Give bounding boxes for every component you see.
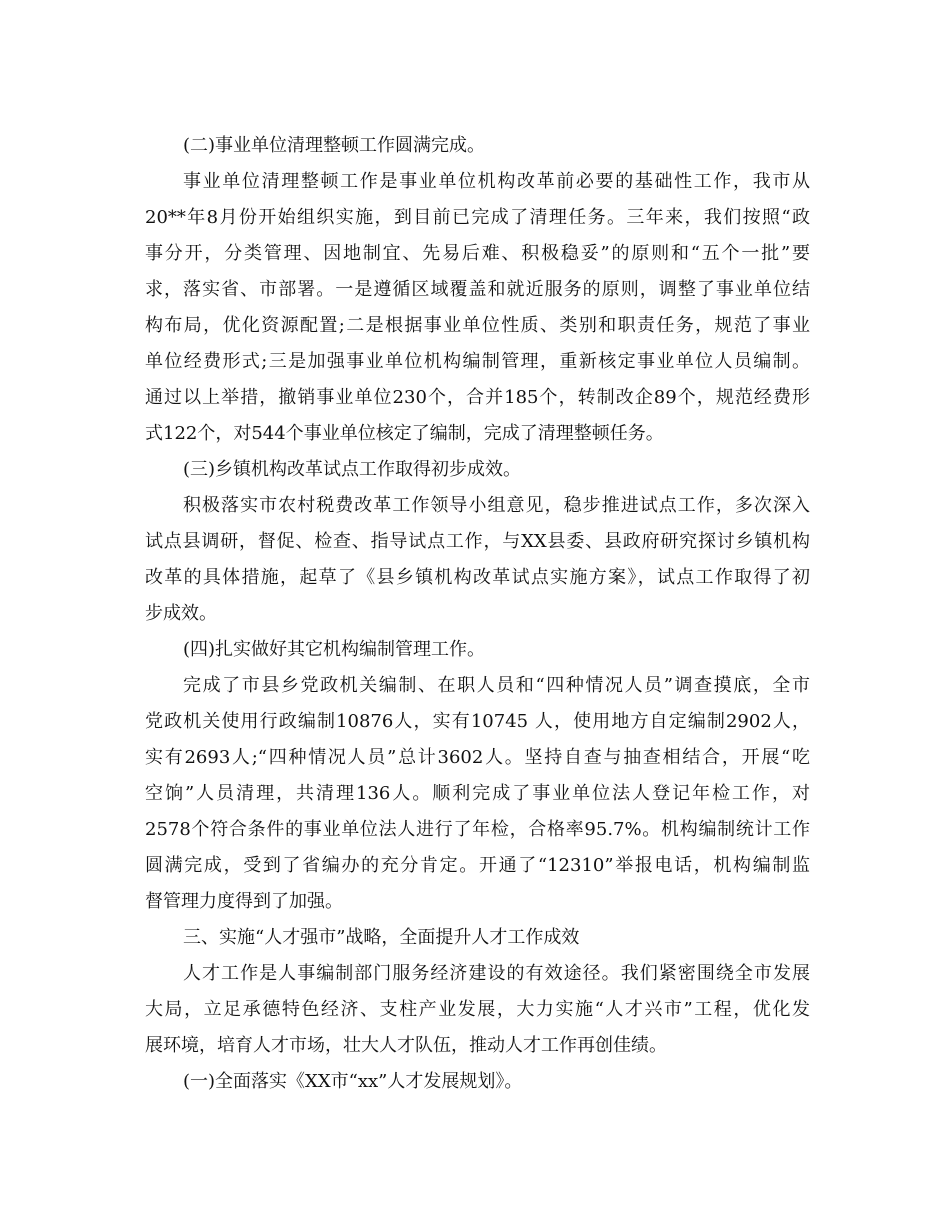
text-line: 单位经费形式;三是加强事业单位机构编制管理，重新核定事业单位人员编制。 [145,351,810,372]
text-line: 式122个，对544个事业单位核定了编制，完成了清理整顿任务。 [145,423,664,444]
text-line: 空饷”人员清理，共清理136人。顺利完成了事业单位法人登记年检工作，对 [145,783,810,804]
text-line: 党政机关使用行政编制10876人，实有10745 人，使用地方自定编制2902人， [145,711,810,732]
text-line: 构布局，优化资源配置;二是根据事业单位性质、类别和职责任务，规范了事业 [145,315,810,336]
text-line: (四)扎实做好其它机构编制管理工作。 [183,639,486,660]
text-line: 步成效。 [145,603,217,624]
text-line: 事分开，分类管理、因地制宜、先易后难、积极稳妥”的原则和“五个一批”要 [145,243,810,264]
document-body [145,128,810,1100]
text-line: (二)事业单位清理整顿工作圆满完成。 [183,135,486,156]
text-line: (一)全面落实《XX市“xx”人才发展规划》。 [183,1071,523,1092]
text-line: 三、实施“人才强市”战略，全面提升人才工作成效 [183,927,580,948]
text-line: 积极落实市农村税费改革工作领导小组意见，稳步推进试点工作，多次深入 [183,495,810,516]
text-line: 求，落实省、市部署。一是遵循区域覆盖和就近服务的原则，调整了事业单位结 [145,279,810,300]
text-line: (三)乡镇机构改革试点工作取得初步成效。 [183,459,522,480]
text-line: 大局，立足承德特色经济、支柱产业发展，大力实施“人才兴市”工程，优化发 [145,999,810,1020]
text-line: 完成了市县乡党政机关编制、在职人员和“四种情况人员”调查摸底，全市 [183,675,810,696]
text-line: 事业单位清理整顿工作是事业单位机构改革前必要的基础性工作，我市从 [183,171,810,192]
text-line: 圆满完成，受到了省编办的充分肯定。开通了“12310”举报电话，机构编制监 [145,855,810,876]
text-line: 改革的具体措施，起草了《县乡镇机构改革试点实施方案》，试点工作取得了初 [145,567,810,588]
text-line: 人才工作是人事编制部门服务经济建设的有效途径。我们紧密围绕全市发展 [183,963,810,984]
text-line: 试点县调研，督促、检查、指导试点工作，与XX县委、县政府研究探讨乡镇机构 [145,531,810,552]
text-line: 2578个符合条件的事业单位法人进行了年检，合格率95.7%。机构编制统计工作 [145,819,810,840]
text-line: 实有2693人;“四种情况人员”总计3602人。坚持自查与抽查相结合，开展“吃 [145,747,810,768]
text-line: 20**年8月份开始组织实施，到目前已完成了清理任务。三年来，我们按照“政 [145,207,810,228]
text-line: 通过以上举措，撤销事业单位230个，合并185个，转制改企89个，规范经费形 [145,387,810,408]
text-line: 展环境，培育人才市场，壮大人才队伍，推动人才工作再创佳绩。 [145,1035,667,1056]
text-line: 督管理力度得到了加强。 [145,891,343,912]
